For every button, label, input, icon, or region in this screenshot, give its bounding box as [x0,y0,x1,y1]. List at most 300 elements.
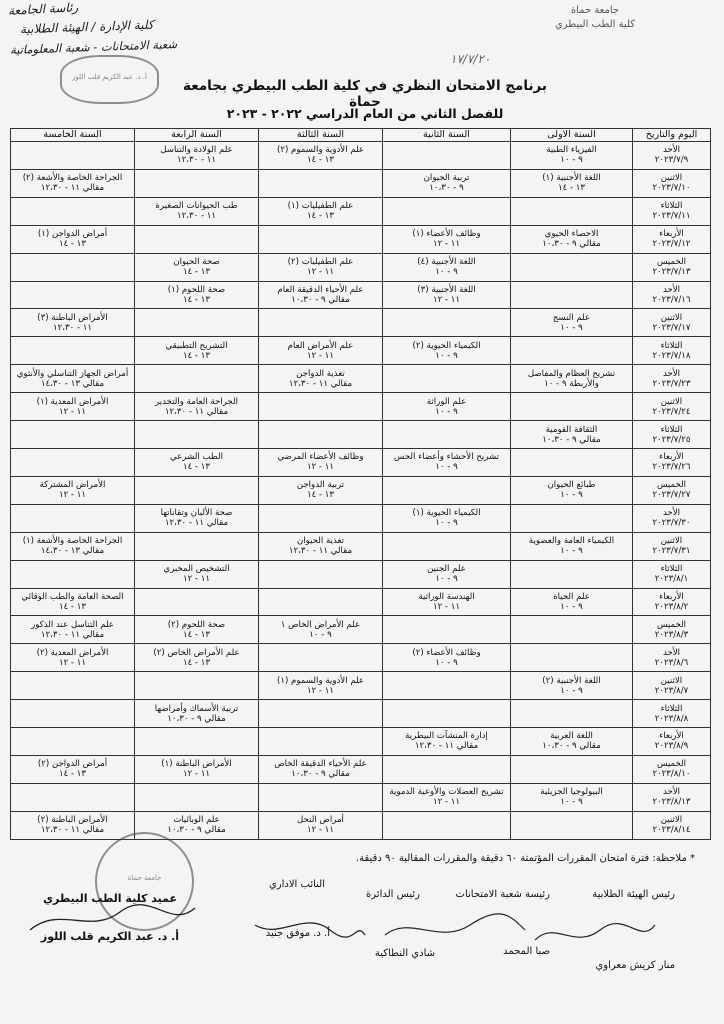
date-value: ٢٠٢٣/٨/١ [654,574,689,585]
exam-time: ١١ - ١٢ [182,769,211,780]
signature-scribble [380,905,530,945]
exam-cell [511,365,633,393]
day-name: الأربعاء [659,731,684,742]
exam-cell [383,225,511,253]
exam-time: مقالي ٩ - ١٠،٣٠ [542,434,601,445]
exam-time: ٩ - ١٠ [435,350,458,361]
date-value: ٢٠٢٣/٧/٣١ [652,546,691,557]
course-name: اللغة العربية [550,731,593,742]
course-name: الأمراض المعدية (٢) [36,647,109,658]
exam-time: ١١ - ١٢ [432,601,461,612]
course-name: الطب الشرعي [170,452,223,463]
exam-cell [135,616,259,644]
table-header-row [11,129,711,142]
day-name: الأحد [662,647,681,658]
course-name: الأمراض المشتركة [39,480,106,491]
day-name: الثلاثاء [660,340,683,351]
date-value: ٢٠٢٣/٨/٦ [654,657,689,668]
table-row [11,225,711,253]
exam-cell [135,783,259,811]
course-name: اللغة الأجنبية (٣) [417,284,476,295]
exam-cell [383,532,511,560]
column-header: السنة الثالثة [259,129,383,142]
exam-cell [511,225,633,253]
page-subtitle: للفصل الثاني من العام الدراسي ٢٠٢٢ - ٢٠٢٣ [226,106,504,121]
course-name: علم الطفيليات (١) [287,201,354,212]
exam-cell [511,560,633,588]
course-name: الثقافة القومية [545,424,598,435]
exam-cell [259,197,383,225]
column-header: السنة الخامسة [11,129,135,142]
exam-cell [11,560,135,588]
signature-scribble [250,905,370,945]
exam-cell [135,476,259,504]
exam-time: ١٣ - ١٤ [306,155,335,166]
day-name: الخميس [656,480,687,491]
exam-time: ٩ - ١٠ [560,490,583,501]
top-stamp-text: أ. د. عبد الكريم قلب اللوز [72,73,147,81]
exam-cell [383,504,511,532]
exam-time: ١١ - ١٢ [306,462,335,473]
column-header: اليوم والتاريخ [633,129,711,142]
top-stamp [60,55,159,104]
date-cell [633,169,711,197]
day-name: الثلاثاء [660,703,683,714]
exam-cell [259,672,383,700]
exam-time: ١١ - ١٢ [58,657,87,668]
exam-cell [135,588,259,616]
exam-cell [135,532,259,560]
exam-cell [383,337,511,365]
handwritten-line-2: كلية الإدارة / الهيئة الطلابية [19,17,154,37]
exam-cell [11,672,135,700]
table-row [11,476,711,504]
exam-cell [511,783,633,811]
table-row [11,197,711,225]
exam-time: ٩ - ١٠ [560,797,583,808]
date-value: ٢٠٢٣/٧/٢٧ [652,490,691,501]
exam-cell [259,616,383,644]
exam-cell [11,225,135,253]
date-cell [633,393,711,421]
exam-cell [11,337,135,365]
exam-cell [511,476,633,504]
exam-cell [135,755,259,783]
date-cell [633,421,711,449]
course-name: اللغة الأجنبية (٤) [417,257,476,268]
exam-cell [11,169,135,197]
course-name: طبائع الحيوان [547,480,596,491]
exam-cell [11,728,135,756]
exam-cell [11,532,135,560]
course-name: علم الأمراض الخاص (٢) [153,647,240,658]
exam-time: ١٣ - ١٤ [182,462,211,473]
exam-cell [383,421,511,449]
date-value: ٢٠٢٣/٧/٩ [654,155,689,166]
course-name: صحة الحيوان [173,257,220,268]
course-name: تربية الدواجن [296,480,345,491]
date-value: ٢٠٢٣/٧/١٠ [652,183,691,194]
exam-time: مقالي ١٣ - ١٤،٣٠ [40,546,105,557]
exam-cell [11,421,135,449]
exam-time: ١١ - ١٢ [432,239,461,250]
dean-signature-scribble [20,900,200,940]
exam-cell [259,755,383,783]
exam-time: ٩ - ١٠ [560,322,583,333]
course-name: أمراض النحل [297,815,344,826]
signature-name: أ. د. موفق جنيد [265,928,330,939]
date-value: ٢٠٢٣/٧/١٣ [652,267,691,278]
exam-time: مقالي ١١ - ١٢،٣٠ [414,741,479,752]
course-name: علم الطفيليات (٢) [287,257,354,268]
exam-cell [383,253,511,281]
course-name: الجراحة الخاصة والأشعة (٢) [22,173,123,184]
day-name: الثلاثاء [660,201,683,212]
exam-time: مقالي ٩ - ١٠،٣٠ [542,239,601,250]
date-cell [633,225,711,253]
exam-cell [135,728,259,756]
exam-cell [383,197,511,225]
date-cell [633,309,711,337]
date-value: ٢٠٢٣/٧/١٦ [652,294,691,305]
exam-schedule-table [10,128,711,840]
table-row [11,421,711,449]
day-name: الأربعاء [659,229,684,240]
exam-cell [383,169,511,197]
exam-time: ٩ - ١٠ [309,629,332,640]
dean-title: عميد كلية الطب البيطري [42,892,178,905]
day-name: الأحد [662,368,681,379]
course-name: اللغة الأجنبية (١) [542,173,601,184]
exam-cell [259,588,383,616]
exam-cell [383,476,511,504]
exam-cell [383,783,511,811]
exam-time: ١١ - ١٢ [432,797,461,808]
date-value: ٢٠٢٣/٧/١٨ [652,350,691,361]
table-row [11,169,711,197]
day-name: الاثنين [660,536,683,547]
date-cell [633,142,711,170]
column-header: السنة الثانية [383,129,511,142]
course-name: صحة الألبان وتقاناتها [160,508,233,519]
signature-name: منار كريش معراوي [595,960,675,971]
course-name: تغذية الحيوان [296,536,345,547]
course-name: الأمراض المعدية (١) [36,396,109,407]
date-value: ٢٠٢٣/٧/٢٦ [652,462,691,473]
course-name: صحة اللحوم (٢) [167,619,226,630]
exam-cell [11,700,135,728]
exam-cell [511,421,633,449]
day-name: الاثنين [660,675,683,686]
exam-time: ١١ - ١٢،٣٠ [176,211,217,222]
exam-cell [511,644,633,672]
exam-time: ٩ - ١٠ [560,601,583,612]
course-name: علم الحياة [553,591,590,602]
exam-cell [511,811,633,839]
date-cell [633,644,711,672]
exam-cell [135,448,259,476]
exam-cell [259,365,383,393]
table-row [11,393,711,421]
exam-time: ٩ - ١٠ [560,685,583,696]
exam-cell [135,281,259,309]
date-cell [633,700,711,728]
exam-cell [383,811,511,839]
table-row [11,532,711,560]
exam-time: ٩ - ١٠ [435,462,458,473]
exam-time: مقالي ١١ - ١٢،٣٠ [288,378,353,389]
course-name: علم الوراثة [426,396,467,407]
table-row [11,811,711,839]
table-row [11,281,711,309]
course-name: علم الأحياء الدقيقة العام [277,284,364,295]
date-value: ٢٠٢٣/٨/١٠ [652,769,691,780]
exam-time: مقالي ١١ - ١٢،٣٠ [40,825,105,836]
exam-cell [511,532,633,560]
exam-cell [135,197,259,225]
date-value: ٢٠٢٣/٨/٢ [654,601,689,612]
exam-time: ٩ - ١٠ [435,574,458,585]
course-name: الكيمياء الحيوية (١) [412,508,481,519]
table-row [11,253,711,281]
course-name: علم الولادة والتناسل [160,145,233,156]
exam-cell [11,811,135,839]
exam-time: مقالي ٩ - ١٠،٣٠ [291,769,350,780]
exam-time: مقالي ٩ - ١٠،٣٠ [167,713,226,724]
day-name: الأربعاء [659,452,684,463]
exam-time: ١١ - ١٢ [306,685,335,696]
header-stamp-line-1: جامعة حماة [570,5,620,16]
table-row [11,672,711,700]
signature-title: رئيسة شعبة الامتحانات [455,889,550,900]
exam-cell [511,448,633,476]
course-name: إدارة المنشآت البيطرية [405,731,488,742]
exam-cell [135,393,259,421]
exam-cell [259,225,383,253]
date-cell [633,811,711,839]
exam-cell [259,337,383,365]
course-name: وظائف الأعضاء (١) [412,229,481,240]
table-body [11,142,711,840]
course-name: علم الوبائيات [173,815,220,826]
course-name: الكيمياء العامة والعضوية [528,536,615,547]
exam-cell [135,337,259,365]
exam-cell [383,672,511,700]
date-cell [633,755,711,783]
date-value: ٢٠٢٣/٧/٢٥ [652,434,691,445]
course-name: علم الأدوية والسموم (١) [276,675,365,686]
table-row [11,700,711,728]
exam-cell [511,672,633,700]
exam-cell [383,644,511,672]
exam-cell [383,309,511,337]
column-header: السنة الاولى [511,129,633,142]
exam-cell [11,365,135,393]
course-name: الجراحة الخاصة والأشعة (١) [22,536,123,547]
exam-cell [511,755,633,783]
exam-cell [259,169,383,197]
exam-time: مقالي ٩ - ١٠،٣٠ [291,294,350,305]
exam-time: ٩ - ١٠ [435,518,458,529]
date-value: ٢٠٢٣/٧/١٧ [652,322,691,333]
exam-time: ١١ - ١٢ [182,574,211,585]
exam-cell [11,197,135,225]
handwritten-line-3: شعبة الامتحانات - شعبة المعلوماتية [9,37,178,57]
signature-title: النائب الاداري [268,879,325,890]
exam-time: ١٣ - ١٤ [58,601,87,612]
exam-cell [383,700,511,728]
exam-time: ١١ - ١٢ [58,406,87,417]
exam-time: ١٣ - ١٤ [182,294,211,305]
date-cell [633,476,711,504]
table-row [11,142,711,170]
footnote: * ملاحظة: فترة امتحان المقررات المؤتمتة ٦٠ دقيقة والمقررات المقالية ٩٠ دقيقة. [355,853,695,864]
exam-cell [259,700,383,728]
exam-cell [383,728,511,756]
exam-cell [135,421,259,449]
exam-cell [135,169,259,197]
exam-time: والأربطة ٩ - ١٠ [544,378,599,389]
date-value: ٢٠٢٣/٧/٢٤ [652,406,691,417]
exam-time: مقالي ١١ - ١٢،٣٠ [288,546,353,557]
date-cell [633,365,711,393]
exam-cell [135,560,259,588]
exam-cell [259,644,383,672]
exam-cell [11,281,135,309]
date-value: ٢٠٢٣/٨/١٤ [652,825,691,836]
exam-time: ١١ - ١٢،٣٠ [52,322,93,333]
date-cell [633,504,711,532]
exam-time: مقالي ١١ - ١٢،٣٠ [40,629,105,640]
table-row [11,783,711,811]
table-row [11,560,711,588]
date-value: ٢٠٢٣/٧/١١ [652,211,691,222]
course-name: علم الجنين [427,564,466,575]
date-cell [633,616,711,644]
exam-cell [511,169,633,197]
date-value: ٢٠٢٣/٧/٣٠ [652,518,691,529]
exam-cell [11,588,135,616]
exam-cell [383,365,511,393]
exam-cell [135,504,259,532]
exam-cell [259,421,383,449]
course-name: علم الأمراض العام [287,340,354,351]
date-cell [633,448,711,476]
date-cell [633,197,711,225]
date-value: ٢٠٢٣/٨/٩ [654,741,689,752]
course-name: الأمراض الباطنة (٣) [37,312,108,323]
day-name: الأحد [662,145,681,156]
course-name: تغذية الدواجن [296,368,345,379]
exam-cell [511,281,633,309]
course-name: تشريح العضلات والأوعية الدموية [389,787,504,798]
exam-cell [383,588,511,616]
date-value: ٢٠٢٣/٨/٨ [654,713,689,724]
day-name: الاثنين [660,815,683,826]
exam-time: ٩ - ١٠،٣٠ [429,183,464,194]
exam-cell [259,253,383,281]
exam-time: ١٣ - ١٤ [182,350,211,361]
exam-cell [511,700,633,728]
date-cell [633,253,711,281]
course-name: علم النسج [552,312,591,323]
exam-cell [259,532,383,560]
day-name: الخميس [656,257,687,268]
dean-name: أ. د. عبد الكريم قلب اللوز [40,930,180,943]
course-name: أمراض الدواجن (٢) [37,759,108,770]
course-name: علم الأدوية والسموم (٢) [276,145,365,156]
header-stamp [520,4,670,32]
exam-cell [259,476,383,504]
course-name: الأمراض الباطنة (١) [161,759,232,770]
table-row [11,728,711,756]
course-name: تربية الأسماك وأمراضها [154,703,239,714]
signature-name: شادي النطاكية [374,948,435,959]
exam-time: ١٣ - ١٤ [306,490,335,501]
day-name: الاثنين [660,173,683,184]
date-cell [633,532,711,560]
table-row [11,337,711,365]
day-name: الثلاثاء [660,424,683,435]
course-name: أمراض الجهاز التناسلي والأنثوي [16,368,129,379]
exam-time: ١١ - ١٢ [432,294,461,305]
page-title: برنامج الامتحان النظري في كلية الطب البيطري بجامعة حماة [183,78,547,110]
exam-cell [135,309,259,337]
day-name: الأحد [662,284,681,295]
exam-cell [135,700,259,728]
date-cell [633,588,711,616]
course-name: التشخيص المخبري [163,564,230,575]
signature-name: صبا المحمد [503,946,550,957]
table-row [11,644,711,672]
date-cell [633,337,711,365]
date-value: ٢٠٢٣/٨/٣ [654,629,689,640]
exam-time: مقالي ١١ - ١٢،٣٠ [164,406,229,417]
exam-cell [259,309,383,337]
exam-cell [135,365,259,393]
exam-cell [11,504,135,532]
exam-cell [511,588,633,616]
day-name: الأحد [662,787,681,798]
date-cell [633,728,711,756]
date-value: ٢٠٢٣/٧/٢٣ [652,378,691,389]
exam-time: مقالي ٩ - ١٠،٣٠ [167,825,226,836]
exam-cell [259,393,383,421]
course-name: تشريح العظام والمفاصل [527,368,616,379]
table-row [11,365,711,393]
exam-cell [11,755,135,783]
course-name: الكيمياء الحيوية (٢) [412,340,481,351]
exam-time: ١١ - ١٢ [306,825,335,836]
course-name: الاحصاء الحيوي [544,229,599,240]
exam-cell [135,253,259,281]
course-name: علم الأحياء الدقيقة الخاص [274,759,367,770]
exam-time: ١٣ - ١٤ [182,657,211,668]
exam-time: مقالي ٩ - ١٠،٣٠ [542,741,601,752]
course-name: تربية الحيوان [423,173,470,184]
exam-cell [259,783,383,811]
signature-title: رئيس الهيئة الطلابية [592,889,675,900]
date-cell [633,672,711,700]
table-row [11,616,711,644]
exam-cell [511,728,633,756]
date-value: ٢٠٢٣/٧/١٢ [652,239,691,250]
day-name: الاثنين [660,312,683,323]
exam-cell [11,644,135,672]
exam-cell [11,783,135,811]
exam-cell [259,142,383,170]
exam-cell [135,225,259,253]
